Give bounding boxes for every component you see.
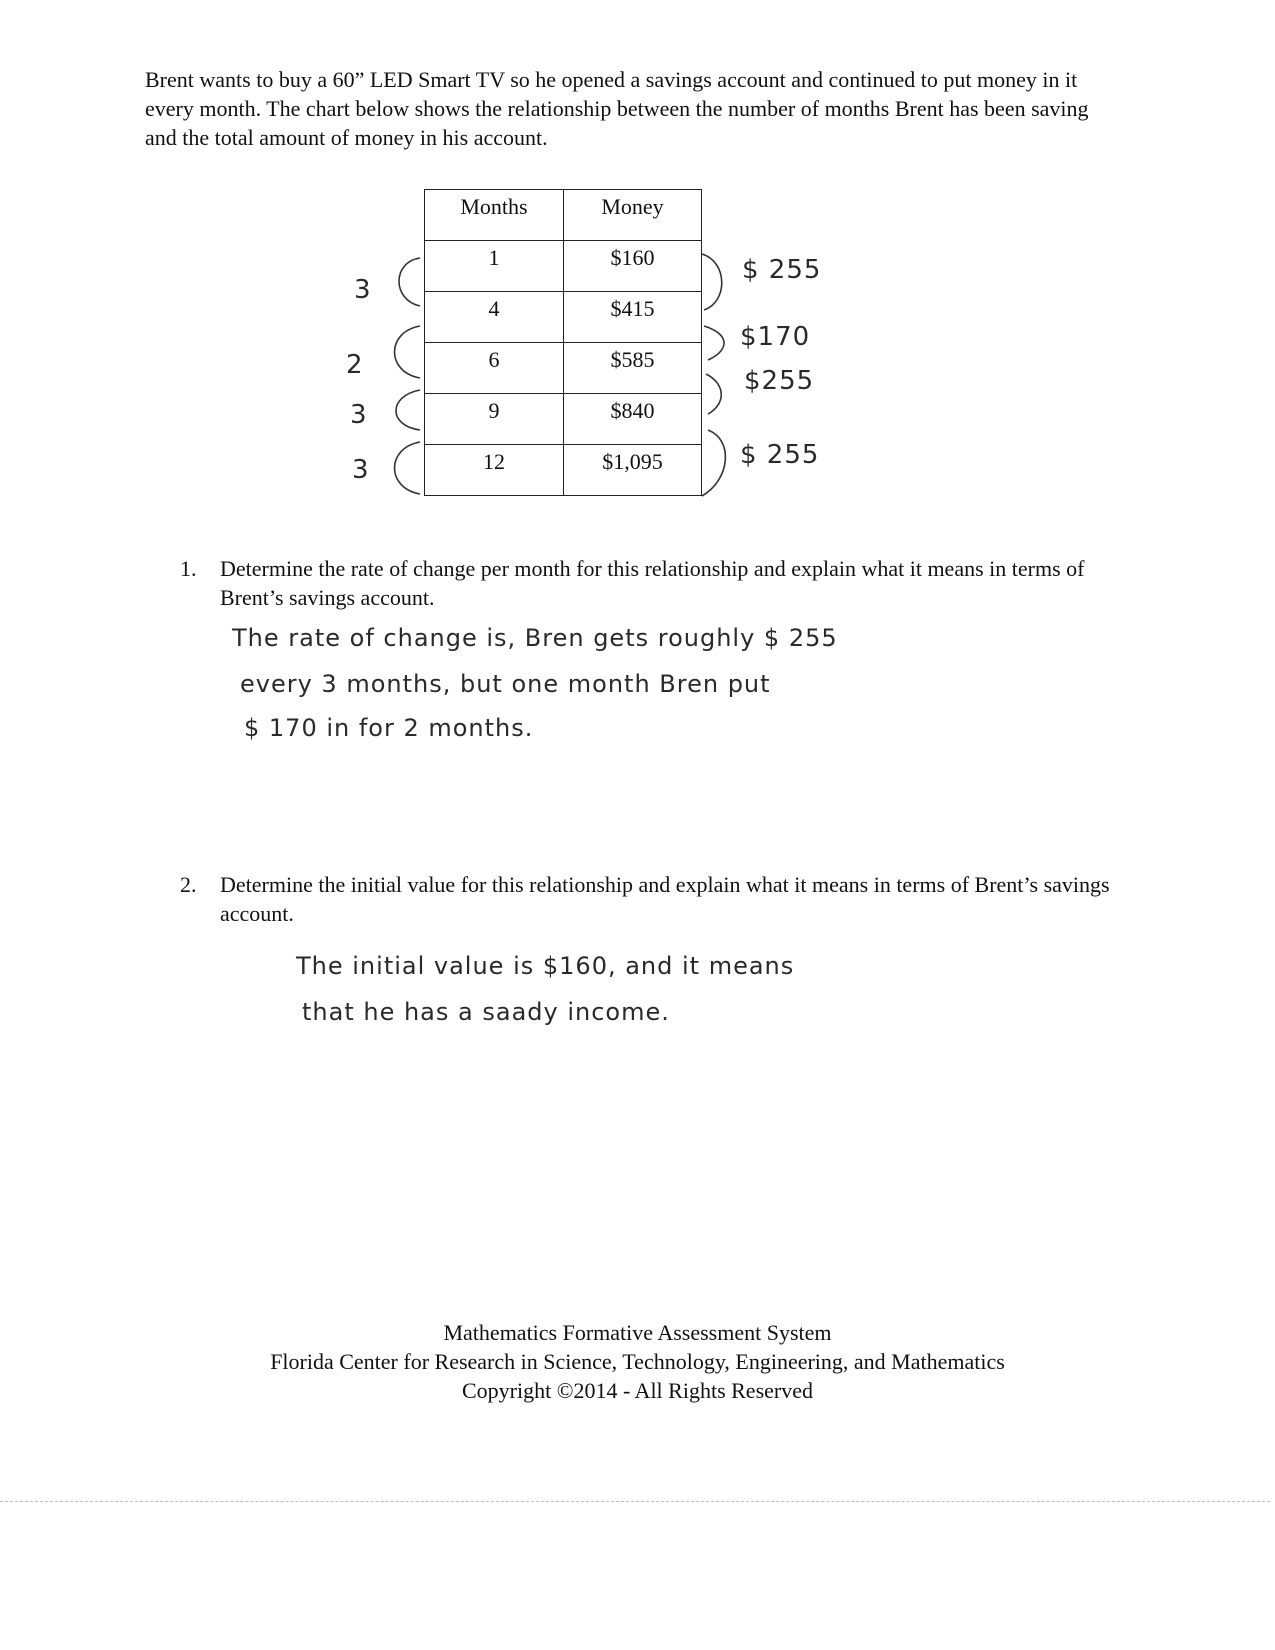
note-right-3: $255: [744, 366, 815, 396]
note-left-2: 2: [346, 350, 364, 380]
scan-edge-line: [0, 1501, 1270, 1502]
note-left-1: 3: [354, 275, 372, 305]
question-text: Determine the rate of change per month for this relationship and explain what it means in terms of Brent’s savings account.: [220, 556, 1085, 610]
right-bracket-1-4: [702, 254, 722, 310]
right-bracket-9-12: [702, 430, 725, 496]
cell-months: 4: [425, 292, 564, 343]
right-bracket-6-9: [706, 374, 721, 414]
answer-1-line-1: The rate of change is, Bren gets roughly $ 255: [232, 624, 838, 652]
question-number: 2.: [180, 872, 197, 897]
note-right-1: $ 255: [742, 255, 822, 285]
cell-money: $1,095: [564, 445, 702, 496]
answer-1-line-2: every 3 months, but one month Bren put: [240, 670, 771, 698]
cell-money: $585: [564, 343, 702, 394]
left-bracket-1-4: [399, 258, 420, 306]
answer-2-line-2: that he has a saady income.: [302, 998, 670, 1026]
problem-statement: Brent wants to buy a 60” LED Smart TV so he opened a savings account and continued to put money in it every month. The chart below shows the relationship between the number of months Brent has been saving and the total amount of money in his account.: [145, 67, 1089, 150]
handwritten-brackets: [0, 0, 1275, 520]
question-1: [180, 554, 1130, 612]
question-2: [180, 870, 1130, 928]
footer-line-2: Florida Center for Research in Science, Technology, Engineering, and Mathematics: [270, 1349, 1005, 1374]
note-left-4: 3: [352, 455, 370, 485]
note-right-4: $ 255: [740, 440, 820, 470]
column-header-months: Months: [425, 190, 564, 241]
cell-money: $840: [564, 394, 702, 445]
left-bracket-6-9: [396, 390, 420, 430]
answer-2-line-1: The initial value is $160, and it means: [296, 952, 795, 980]
cell-money: $160: [564, 241, 702, 292]
note-left-3: 3: [350, 400, 368, 430]
footer-line-3: Copyright ©2014 - All Rights Reserved: [462, 1378, 813, 1403]
right-bracket-4-6: [704, 326, 724, 360]
left-bracket-9-12: [395, 442, 421, 494]
footer: [0, 1318, 1275, 1405]
question-number: 1.: [180, 556, 197, 581]
note-right-2: $170: [740, 322, 811, 352]
footer-line-1: Mathematics Formative Assessment System: [443, 1320, 832, 1345]
answer-1-line-3: $ 170 in for 2 months.: [244, 714, 534, 742]
cell-money: $415: [564, 292, 702, 343]
question-text: Determine the initial value for this relationship and explain what it means in terms of Brent’s savings account.: [220, 872, 1110, 926]
cell-months: 6: [425, 343, 564, 394]
cell-months: 12: [425, 445, 564, 496]
cell-months: 1: [425, 241, 564, 292]
left-bracket-4-6: [395, 326, 421, 378]
column-header-money: Money: [564, 190, 702, 241]
cell-months: 9: [425, 394, 564, 445]
